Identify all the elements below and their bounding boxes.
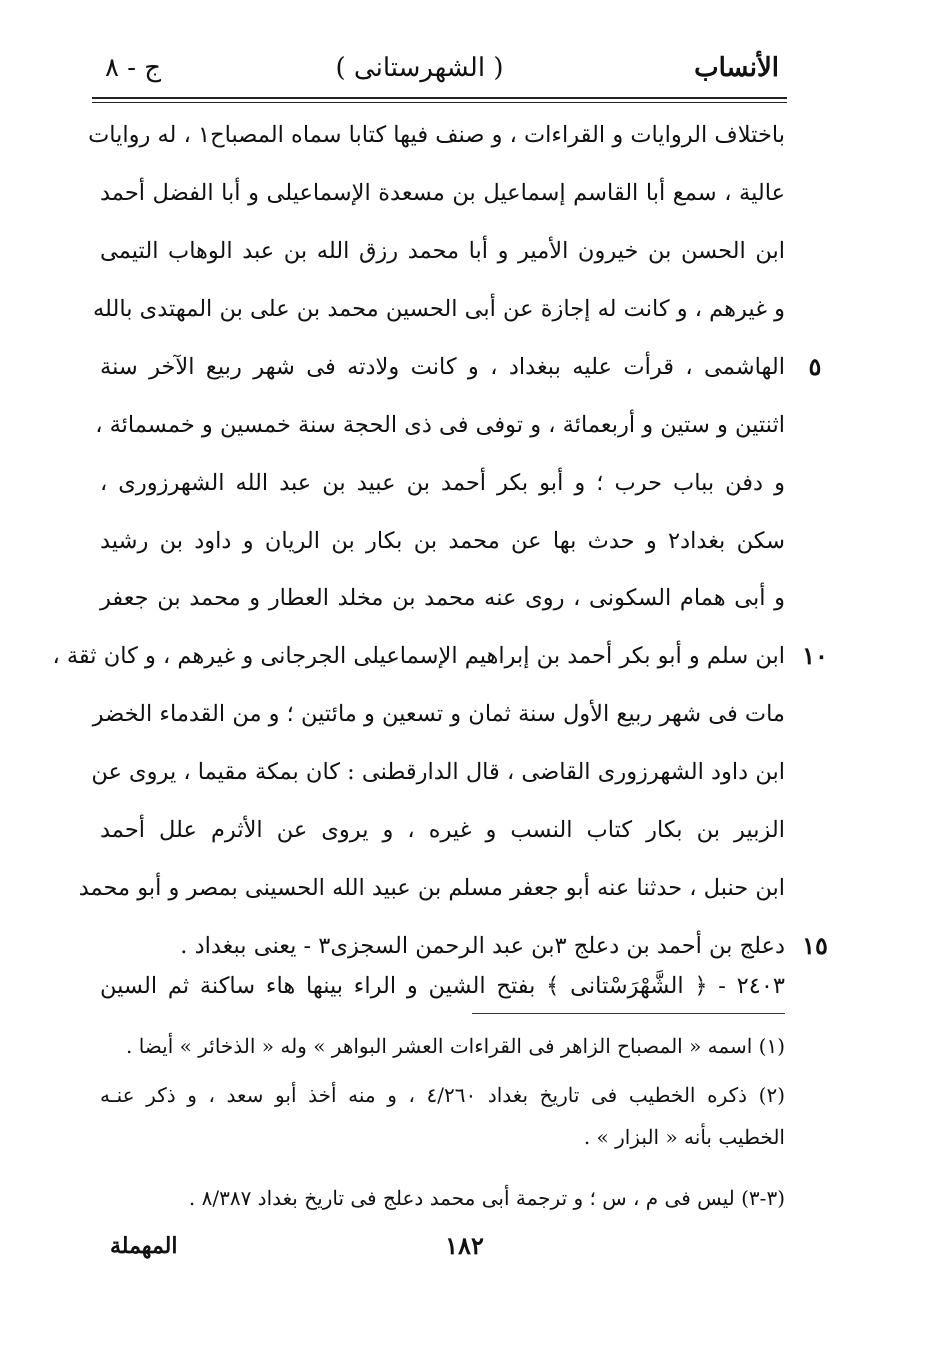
text-line: ابن حنبل ، حدثنا عنه أبو جعفر مسلم بن عبيد الله الحسينى بمصر و أبو محمد [78,875,785,901]
footnote-continuation: الخطيب بأنه « البزار » . [583,1125,785,1149]
running-header-entry-text: ( الشهرستانى ) [335,53,504,83]
text-line: دعلج بن أحمد بن دعلج ٣بن عبد الرحمن السجزى٣ - يعنى ببغداد . [180,933,785,959]
footnote: (٣-٣) ليس فى م ، س ؛ و ترجمة أبى محمد دعلج فى تاريخ بغداد ٨/٣٨٧ . [188,1186,785,1210]
catchword: المهملة [110,1233,178,1259]
header-rule [92,97,787,99]
text-line: ابن داود الشهرزورى القاضى ، قال الدارقطنى : كان بمكة مقيما ، يروى عن [91,759,785,785]
footnote-rule [472,1013,785,1014]
footnote: (١) اسمه « المصباح الزاهر فى القراءات العشر البواهر » وله « الذخائر » أيضا . [125,1034,785,1058]
running-header-volume: ج - ٨ [105,53,162,83]
header-rule-thin [92,102,787,103]
text-line: اثنتين و ستين و أربعمائة ، و توفى فى ذى الحجة سنة خمسين و خمسمائة ، [95,412,785,438]
text-line: الهاشمى ، قرأت عليه ببغداد ، و كانت ولادته فى شهر ربيع الآخر سنة [100,354,785,380]
text-line: ابن سلم و أبو بكر أحمد بن إبراهيم الإسماعيلى الجرجانى و غيرهم ، و كان ثقة ، [52,643,785,669]
text-line: و أبى همام السكونى ، روى عنه محمد بن مخلد العطار و محمد بن جعفر [100,585,785,611]
text-line: ابن الحسن بن خيرون الأمير و أبا محمد رزق الله بن عبد الوهاب التيمى [100,238,785,264]
line-number: ٥ [808,352,822,381]
text-line: عالية ، سمع أبا القاسم إسماعيل بن مسعدة الإسماعيلى و أبا الفضل أحمد [100,180,785,206]
running-header-title: الأنساب [694,53,779,83]
footnote: (٢) ذكره الخطيب فى تاريخ بغداد ٤/٢٦٠ ، و منه أخذ أبو سعد ، و ذكر عنـه [100,1083,785,1107]
text-line: باختلاف الروايات و القراءات ، و صنف فيها كتابا سماه المصباح١ ، له روايات [88,122,785,148]
page-number: ١٨٢ [445,1231,484,1260]
line-number: ١٥ [802,931,828,960]
entry-heading-line: ٢٤٠٣ - ﴿ الشَّهْرَسْتانى ﴾ بفتح الشين و الراء بينها هاء ساكنة ثم السين [100,973,785,999]
text-line: سكن بغداد٢ و حدث بها عن محمد بن بكار بن الريان و داود بن رشيد [100,528,785,554]
text-line: و غيرهم ، و كانت له إجازة عن أبى الحسين محمد بن على بن المهتدى بالله [92,296,785,322]
text-line: الزبير بن بكار كتاب النسب و غيره ، و يروى عن الأثرم علل أحمد [100,817,785,843]
text-line: مات فى شهر ربيع الأول سنة ثمان و تسعين و مائتين ؛ و من القدماء الخضر [92,701,785,727]
text-line: و دفن بباب حرب ؛ و أبو بكر أحمد بن عبيد بن عبد الله الشهرزورى ، [100,470,785,496]
line-number: ١٠ [802,641,828,670]
